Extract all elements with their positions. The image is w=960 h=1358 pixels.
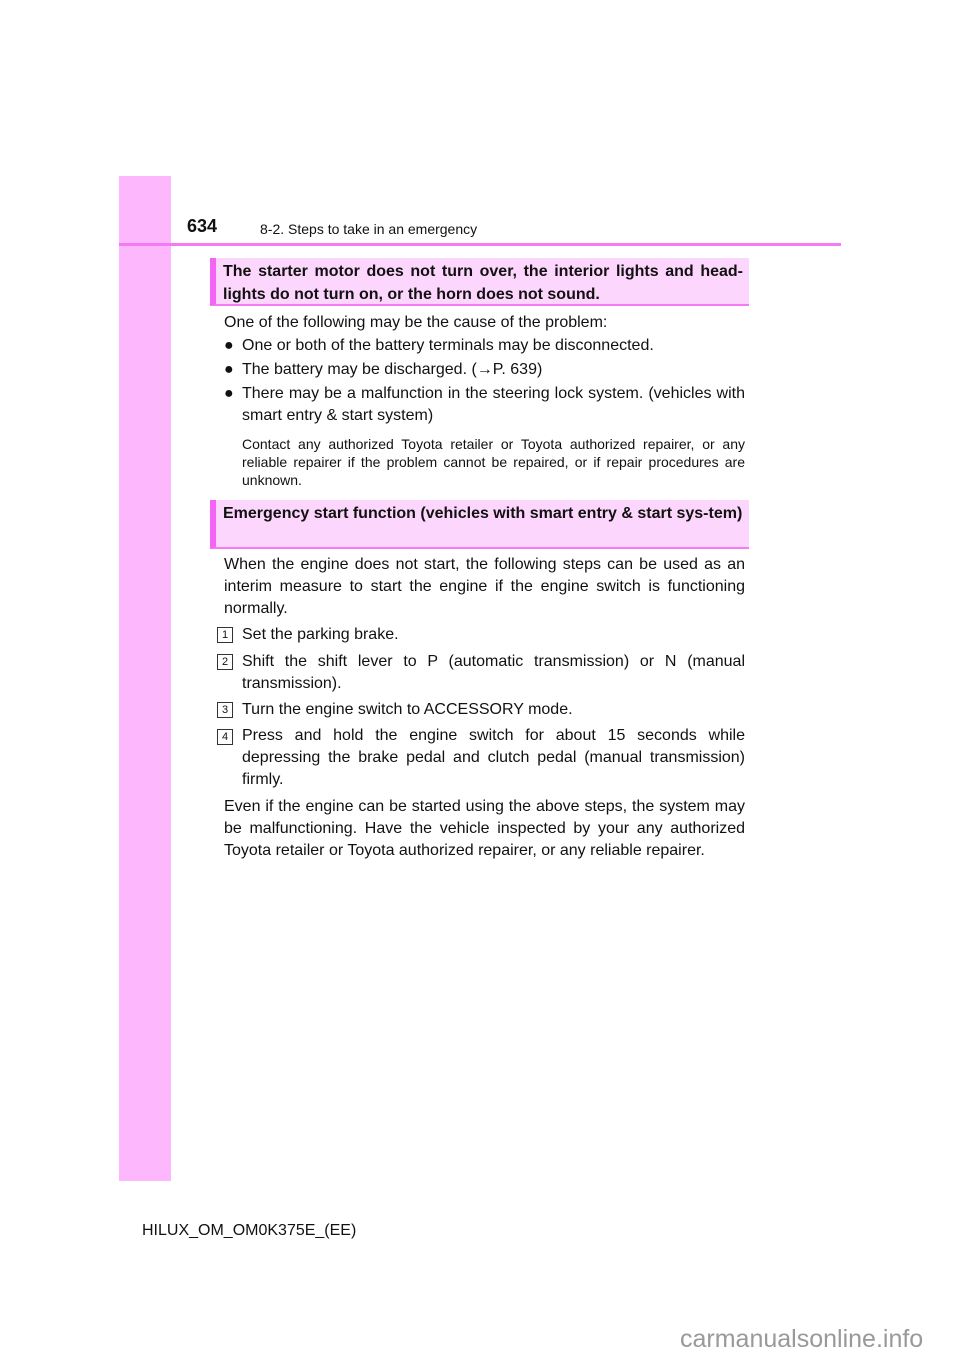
header-divider <box>119 243 841 246</box>
section-heading-emergency-start: Emergency start function (vehicles with smart entry & start sys-tem) <box>210 500 749 549</box>
intro-text: When the engine does not start, the following steps can be used as an interim measure to start the engine if the engine switch is functioning normally. <box>224 556 745 617</box>
intro-text: One of the following may be the cause of the problem: <box>224 314 608 331</box>
document-code: HILUX_OM_OM0K375E_(EE) <box>142 1222 357 1239</box>
bullet-item: There may be a malfunction in the steering lock system. (vehicles with smart entry & start system) <box>242 385 745 424</box>
outro-text: Even if the engine can be started using the above steps, the system may be malfunctioning. Have the vehicle inspected by your any authorized Toyota retailer or Toyota authorized repairer, or any reliable repairer. <box>224 798 745 859</box>
bullet-item: The battery may be discharged. (→P. 639) <box>242 361 543 378</box>
step-number-badge: 2 <box>217 654 233 670</box>
step-number-badge: 4 <box>217 729 233 745</box>
bullet-icon: ● <box>224 337 234 354</box>
step-number-badge: 1 <box>217 627 233 643</box>
page-number: 634 <box>187 216 218 236</box>
step-number-badge: 3 <box>217 702 233 718</box>
step-text: Shift the shift lever to P (automatic transmission) or N (manual transmission). <box>242 653 745 692</box>
step-text: Press and hold the engine switch for about 15 seconds while depressing the brake pedal and clutch pedal (manual transmission) firmly. <box>242 727 745 788</box>
watermark: carmanualsonline.info <box>680 1325 924 1353</box>
step-text: Set the parking brake. <box>242 626 399 643</box>
bullet-icon: ● <box>224 361 234 378</box>
section-title: 8-2. Steps to take in an emergency <box>260 221 478 237</box>
bullet-icon: ● <box>224 385 234 402</box>
section-heading-starter: The starter motor does not turn over, the interior lights and head-lights do not turn on, or the horn does not sound. <box>210 258 749 306</box>
bullet-item: One or both of the battery terminals may be disconnected. <box>242 337 654 354</box>
note-text: Contact any authorized Toyota retailer or Toyota authorized repairer, or any reliable repairer if the problem cannot be repaired, or if repair procedures are unknown. <box>242 436 745 488</box>
chapter-tab-sidebar <box>119 176 171 1181</box>
step-text: Turn the engine switch to ACCESSORY mode. <box>242 701 573 718</box>
